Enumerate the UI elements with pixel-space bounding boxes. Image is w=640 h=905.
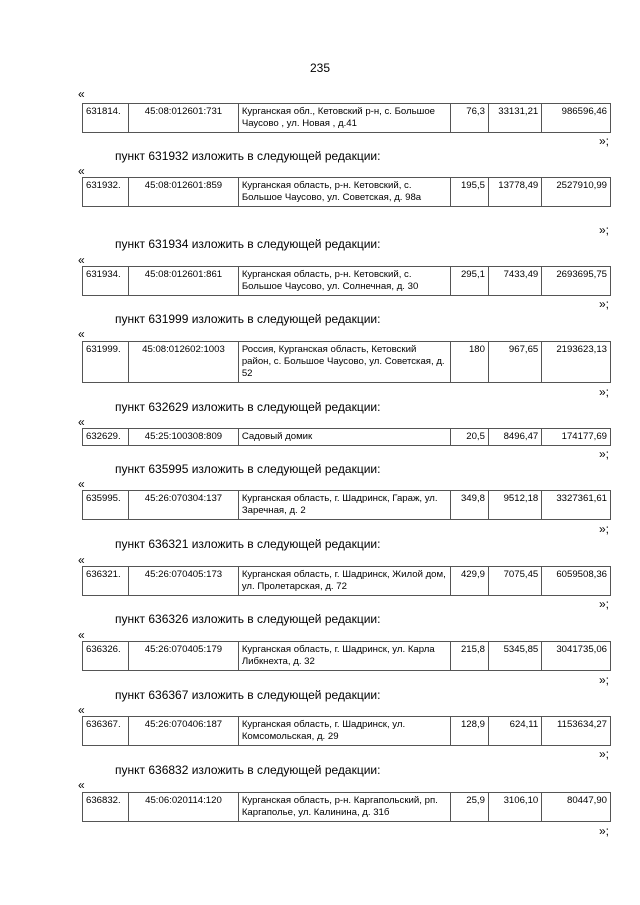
- closing-quote: »;: [598, 385, 609, 399]
- record-table: [82, 641, 611, 671]
- record-number-cell: 636326.: [83, 642, 129, 671]
- record-number-cell: 631814.: [83, 104, 129, 133]
- total-cost-cell: 174177,69: [542, 429, 611, 446]
- opening-quote: «: [78, 703, 85, 717]
- unit-cost-cell: 13778,49: [488, 178, 541, 207]
- record-number-cell: 636367.: [83, 717, 129, 746]
- table-row: [83, 642, 611, 671]
- unit-cost-cell: 5345,85: [488, 642, 541, 671]
- record-number-cell: 631934.: [83, 267, 129, 296]
- record-number-cell: 636321.: [83, 567, 129, 596]
- record-number-cell: 631999.: [83, 342, 129, 383]
- table-row: [83, 178, 611, 207]
- opening-quote: «: [78, 477, 85, 491]
- address-cell: Курганская область, р-н. Кетовский, с. Большое Чаусово, ул. Солнечная, д. 30: [238, 267, 450, 296]
- table-row: [83, 717, 611, 746]
- unit-cost-cell: 624,11: [488, 717, 541, 746]
- cadastral-number-cell: 45:26:070304:137: [129, 491, 239, 520]
- opening-quote: «: [78, 87, 85, 101]
- area-cell: 295,1: [451, 267, 489, 296]
- total-cost-cell: 3327361,61: [542, 491, 611, 520]
- unit-cost-cell: 7433,49: [488, 267, 541, 296]
- section-heading: пункт 636832 изложить в следующей редакции:: [115, 763, 381, 777]
- total-cost-cell: 2193623,13: [542, 342, 611, 383]
- opening-quote: «: [78, 778, 85, 792]
- cadastral-number-cell: 45:26:070406:187: [129, 717, 239, 746]
- closing-quote: »;: [598, 297, 609, 311]
- area-cell: 215,8: [451, 642, 489, 671]
- page-number: 235: [309, 61, 331, 75]
- address-cell: Курганская область, г. Шадринск, Жилой дом, ул. Пролетарская, д. 72: [238, 567, 450, 596]
- section-heading: пункт 631999 изложить в следующей редакции:: [115, 312, 381, 326]
- address-cell: Курганская область, г. Шадринск, ул. Карла Либкнехта, д. 32: [238, 642, 450, 671]
- closing-quote: »;: [598, 824, 609, 838]
- closing-quote: »;: [598, 522, 609, 536]
- unit-cost-cell: 7075,45: [488, 567, 541, 596]
- opening-quote: «: [78, 553, 85, 567]
- area-cell: 20,5: [451, 429, 489, 446]
- address-cell: Курганская обл., Кетовский р-н, с. Большое Чаусово , ул. Новая , д.41: [238, 104, 450, 133]
- address-cell: Курганская область, р-н. Кетовский, с. Большое Чаусово, ул. Советская, д. 98а: [238, 178, 450, 207]
- address-cell: Курганская область, г. Шадринск, Гараж, ул. Заречная, д. 2: [238, 491, 450, 520]
- area-cell: 128,9: [451, 717, 489, 746]
- record-table: [82, 792, 611, 822]
- cadastral-number-cell: 45:25:100308:809: [129, 429, 239, 446]
- cadastral-number-cell: 45:26:070405:179: [129, 642, 239, 671]
- cadastral-number-cell: 45:26:070405:173: [129, 567, 239, 596]
- unit-cost-cell: 967,65: [488, 342, 541, 383]
- address-cell: Россия, Курганская область, Кетовский район, с. Большое Чаусово, ул. Советская, д. 52: [238, 342, 450, 383]
- cadastral-number-cell: 45:08:012602:1003: [129, 342, 239, 383]
- table-row: [83, 793, 611, 822]
- total-cost-cell: 2527910,99: [542, 178, 611, 207]
- section-heading: пункт 636326 изложить в следующей редакции:: [115, 612, 381, 626]
- table-row: [83, 429, 611, 446]
- record-number-cell: 635995.: [83, 491, 129, 520]
- record-table: [82, 341, 611, 383]
- section-heading: пункт 635995 изложить в следующей редакции:: [115, 462, 381, 476]
- record-table: [82, 177, 611, 207]
- total-cost-cell: 986596,46: [542, 104, 611, 133]
- table-row: [83, 342, 611, 383]
- area-cell: 429,9: [451, 567, 489, 596]
- total-cost-cell: 80447,90: [542, 793, 611, 822]
- section-heading: пункт 632629 изложить в следующей редакции:: [115, 400, 381, 414]
- opening-quote: «: [78, 253, 85, 267]
- cadastral-number-cell: 45:08:012601:731: [129, 104, 239, 133]
- address-cell: Курганская область, р-н. Каргапольский, рп. Каргаполье, ул. Калинина, д. 31б: [238, 793, 450, 822]
- record-table: [82, 428, 611, 446]
- record-number-cell: 632629.: [83, 429, 129, 446]
- address-cell: Садовый домик: [238, 429, 450, 446]
- opening-quote: «: [78, 415, 85, 429]
- area-cell: 25,9: [451, 793, 489, 822]
- unit-cost-cell: 3106,10: [488, 793, 541, 822]
- area-cell: 180: [451, 342, 489, 383]
- opening-quote: «: [78, 628, 85, 642]
- area-cell: 195,5: [451, 178, 489, 207]
- area-cell: 76,3: [451, 104, 489, 133]
- closing-quote: »;: [598, 597, 609, 611]
- closing-quote: »;: [598, 747, 609, 761]
- record-table: [82, 266, 611, 296]
- total-cost-cell: 2693695,75: [542, 267, 611, 296]
- closing-quote: »;: [598, 447, 609, 461]
- total-cost-cell: 3041735,06: [542, 642, 611, 671]
- closing-quote: »;: [598, 134, 609, 148]
- cadastral-number-cell: 45:08:012601:859: [129, 178, 239, 207]
- total-cost-cell: 1153634,27: [542, 717, 611, 746]
- table-row: [83, 104, 611, 133]
- record-table: [82, 490, 611, 520]
- section-heading: пункт 636367 изложить в следующей редакции:: [115, 688, 381, 702]
- record-table: [82, 566, 611, 596]
- section-heading: пункт 631934 изложить в следующей редакции:: [115, 237, 381, 251]
- total-cost-cell: 6059508,36: [542, 567, 611, 596]
- record-table: [82, 716, 611, 746]
- address-cell: Курганская область, г. Шадринск, ул. Комсомольская, д. 29: [238, 717, 450, 746]
- area-cell: 349,8: [451, 491, 489, 520]
- record-number-cell: 636832.: [83, 793, 129, 822]
- section-heading: пункт 636321 изложить в следующей редакции:: [115, 537, 381, 551]
- record-number-cell: 631932.: [83, 178, 129, 207]
- table-row: [83, 267, 611, 296]
- unit-cost-cell: 33131,21: [488, 104, 541, 133]
- opening-quote: «: [78, 164, 85, 178]
- cadastral-number-cell: 45:08:012601:861: [129, 267, 239, 296]
- table-row: [83, 567, 611, 596]
- unit-cost-cell: 8496,47: [488, 429, 541, 446]
- table-row: [83, 491, 611, 520]
- record-table: [82, 103, 611, 133]
- closing-quote: »;: [598, 673, 609, 687]
- opening-quote: «: [78, 327, 85, 341]
- unit-cost-cell: 9512,18: [488, 491, 541, 520]
- cadastral-number-cell: 45:06:020114:120: [129, 793, 239, 822]
- section-heading: пункт 631932 изложить в следующей редакции:: [115, 149, 381, 163]
- closing-quote: »;: [598, 223, 609, 237]
